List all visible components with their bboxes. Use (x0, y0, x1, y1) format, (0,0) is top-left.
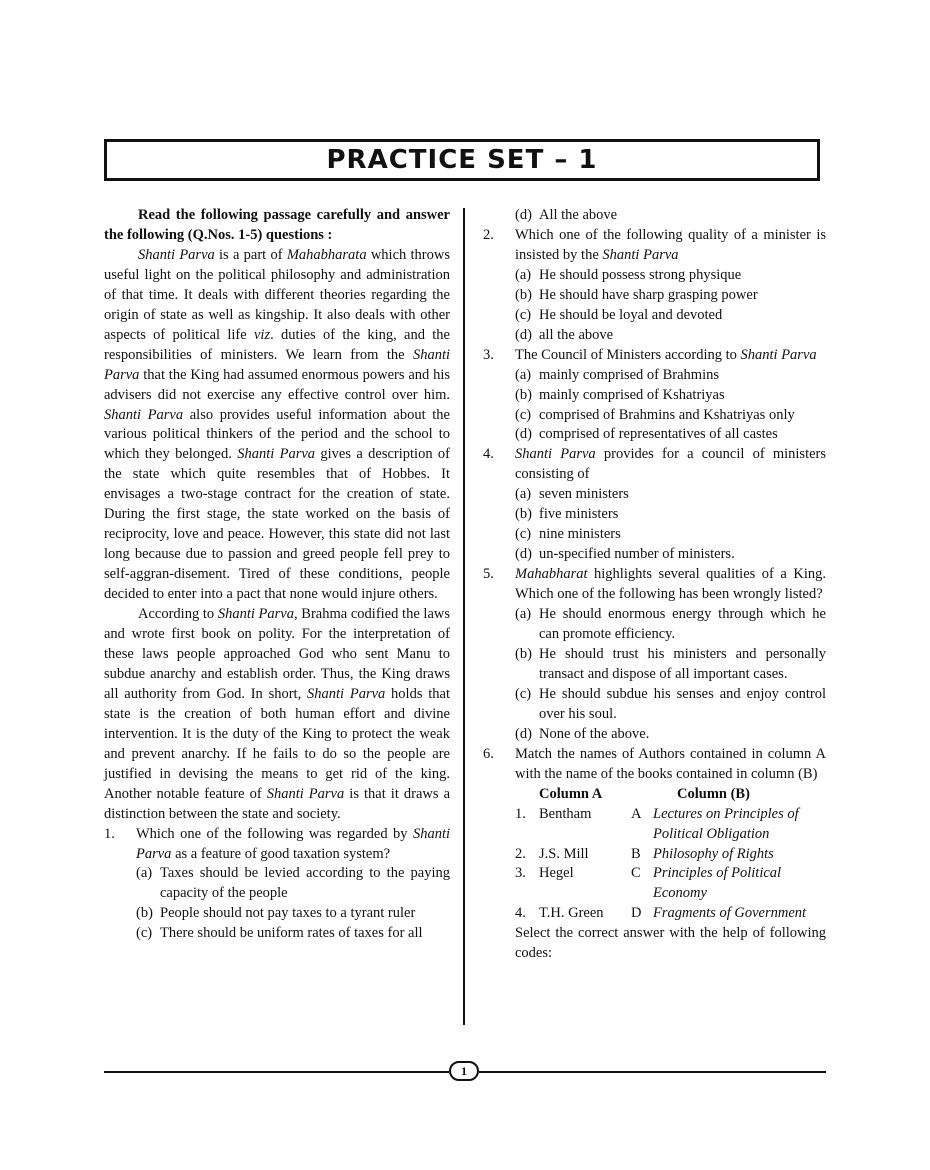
passage-paragraph-1: Shanti Parva is a part of Mahabharata which throws useful light on the political philosophy and administration of that time. It deals with different theories regarding the origin of state as well as kingship. It also deals with other aspects of political life viz. duties of the king, and the responsibilities of ministers. We learn from the Shanti Parva that the King had assumed enormous powers and his advisers did not exercise any effective control over him. Shanti Parva also provides useful information about the various political thinkers of the period and the school to which they belonged. Shanti Parva gives a description of the state which quite resembles that of Hobbes. It envisages a two-stage contract for the creation of state. During the first stage, the state worked on the basis of reciprocity, love and peace. However, this state did not last long because due to passion and greed people fell prey to self-aggran-disement. Tired of these conditions, people decided to enter into a pact that none would injure others. (104, 246, 450, 603)
q4-option-a: (a) seven ministers (515, 486, 629, 503)
q1-option-c: (c) There should be uniform rates of taxes for all (136, 925, 423, 942)
q4-option-c: (c) nine ministers (515, 526, 621, 543)
q5-option-b: (b) He should trust his ministers and personally transact and dispose of all important cases. (515, 645, 826, 682)
q3-option-b: (b) mainly comprised of Kshatriyas (515, 386, 725, 403)
question-2: 2. Which one of the following quality of a minister is insisted by the Shanti Parva (483, 226, 826, 263)
right-column (483, 206, 826, 964)
q5-option-a: (a) He should enormous energy through which he can promote efficiency. (515, 606, 826, 643)
question-number: 1. (104, 825, 115, 842)
page-title: PRACTICE SET – 1 (326, 145, 598, 175)
question-5: 5. Mahabharat highlights several qualities of a King. Which one of the following has been wrongly listed? (483, 566, 826, 603)
question-1: 1. Which one of the following was regarded by Shanti Parva as a feature of good taxation system? (104, 825, 450, 862)
q1-option-a: (a) Taxes should be levied according to the paying capacity of the people (136, 865, 450, 902)
question-3: 3. The Council of Ministers according to Shanti Parva (483, 346, 817, 363)
match-row: 1. Bentham A Lectures on Principles of Political Obligation (515, 805, 799, 842)
q6-instruction: Select the correct answer with the help of following codes: (515, 925, 826, 962)
q5-option-d: (d) None of the above. (515, 725, 650, 742)
question-4: 4. Shanti Parva provides for a council of ministers consisting of (483, 446, 826, 483)
q2-option-c: (c) He should be loyal and devoted (515, 306, 723, 323)
passage-instruction: Read the following passage carefully and answer the following (Q.Nos. 1-5) questions : (104, 207, 450, 243)
match-row: 4. T.H. Green D Fragments of Government (515, 905, 807, 922)
footer-line-right (479, 1071, 826, 1073)
q3-option-c: (c) comprised of Brahmins and Kshatriyas only (515, 406, 795, 423)
q4-option-b: (b) five ministers (515, 506, 619, 523)
q5-option-c: (c) He should subdue his senses and enjoy control over his soul. (515, 685, 826, 722)
q4-option-d: (d) un-specified number of ministers. (515, 546, 735, 563)
q3-option-d: (d) comprised of representatives of all castes (515, 426, 778, 443)
passage-paragraph-2: According to Shanti Parva, Brahma codified the laws and wrote first book on polity. For the interpretation of these laws people approached God who sent Manu to subdue anarchy and establish order. Thus, the King draws all authority from God. In short, Shanti Parva holds that state is the creation of both human effort and divine intervention. It is the duty of the King to protect the weak and prevent anarchy. If he fails to do so the people are justified in devising the means to get rid of the king. Another notable feature of Shanti Parva is that it draws a distinction between the state and society. (104, 606, 451, 822)
footer-line-left (104, 1071, 449, 1073)
question-6: 6. Match the names of Authors contained in column A with the name of the books contained in column (B) (483, 745, 826, 782)
match-row: 2. J.S. Mill B Philosophy of Rights (515, 845, 774, 862)
left-column (104, 206, 450, 944)
match-table-header: Column A Column (B) (539, 785, 750, 802)
q1-option-d: (d) All the above (515, 207, 618, 223)
title-box (104, 139, 820, 181)
page-number: 1 (449, 1061, 479, 1081)
q2-option-a: (a) He should possess strong physique (515, 266, 742, 283)
q3-option-a: (a) mainly comprised of Brahmins (515, 366, 720, 383)
q2-option-b: (b) He should have sharp grasping power (515, 286, 758, 303)
column-divider (463, 208, 465, 1025)
match-row: 3. Hegel C Principles of Political Economy (515, 865, 782, 902)
q1-option-b: (b) People should not pay taxes to a tyrant ruler (136, 905, 416, 922)
q2-option-d: (d) all the above (515, 326, 614, 343)
